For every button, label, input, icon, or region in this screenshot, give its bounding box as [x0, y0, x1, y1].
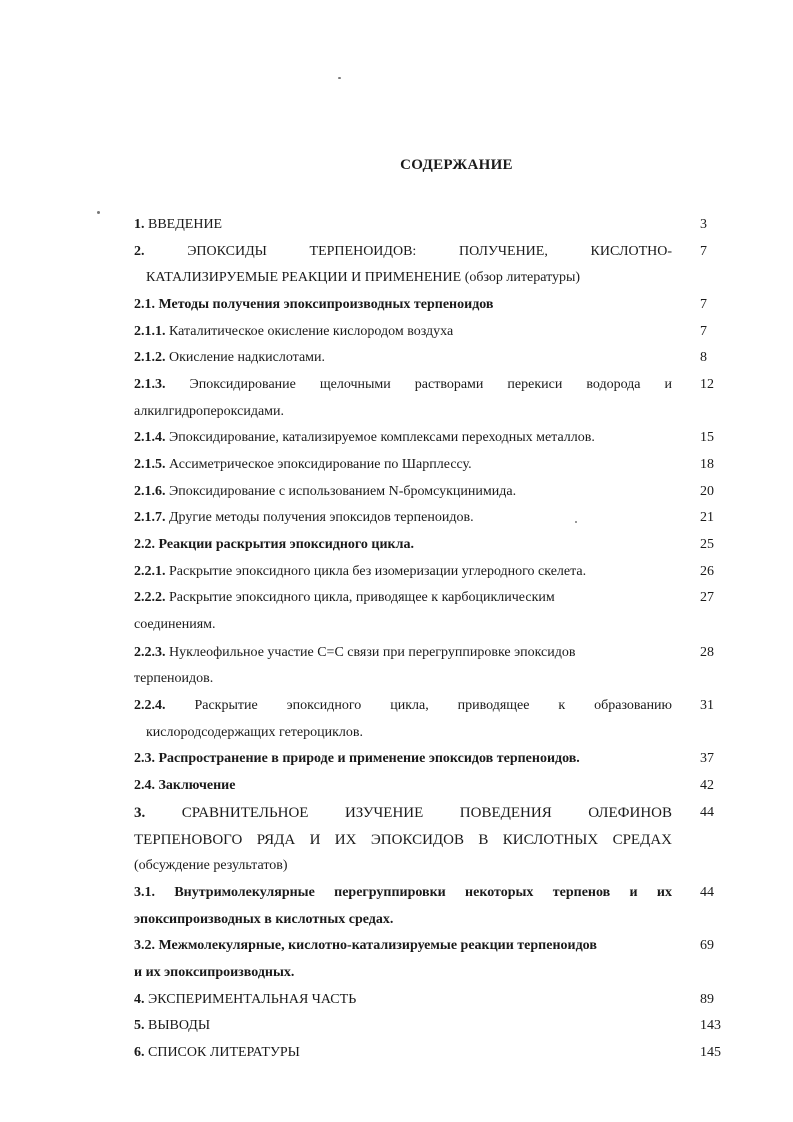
toc-page-number: 42: [700, 778, 714, 793]
toc-entry-2-1[interactable]: 2.1. Методы получения эпоксипроизводных терпеноидов: [134, 297, 494, 312]
toc-entry-3-continuation: ТЕРПЕНОВОГО РЯДА И ИХ ЭПОКСИДОВ В КИСЛОТНЫХ СРЕДАХ: [134, 832, 672, 848]
toc-page-number: 26: [700, 564, 714, 579]
toc-entry-1[interactable]: 1. ВВЕДЕНИЕ: [134, 217, 223, 232]
toc-entry-2[interactable]: 2. ЭПОКСИДЫ ТЕРПЕНОИДОВ: ПОЛУЧЕНИЕ, КИСЛОТНО-: [134, 244, 672, 259]
toc-entry-2-1-2[interactable]: 2.1.2. Окисление надкислотами.: [134, 350, 326, 365]
toc-entry-3-2[interactable]: 3.2. Межмолекулярные, кислотно-катализируемые реакции терпеноидов: [134, 938, 597, 953]
toc-page-number: 21: [700, 510, 714, 525]
toc-entry-2-continuation: КАТАЛИЗИРУЕМЫЕ РЕАКЦИИ И ПРИМЕНЕНИЕ (обзор литературы): [146, 270, 581, 285]
toc-entry-2-2-3-continuation: терпеноидов.: [134, 671, 214, 686]
toc-entry-2-2-1[interactable]: 2.2.1. Раскрытие эпоксидного цикла без изомеризации углеродного скелета.: [134, 564, 587, 579]
toc-entry-2-1-1[interactable]: 2.1.1. Каталитическое окисление кислородом воздуха: [134, 324, 454, 339]
toc-page-number: 3: [700, 217, 707, 232]
toc-entry-3-2-continuation: и их эпоксипроизводных.: [134, 965, 295, 980]
toc-entry-4[interactable]: 4. ЭКСПЕРИМЕНТАЛЬНАЯ ЧАСТЬ: [134, 992, 357, 1007]
toc-page-number: 12: [700, 377, 714, 392]
toc-entry-3[interactable]: 3. СРАВНИТЕЛЬНОЕ ИЗУЧЕНИЕ ПОВЕДЕНИЯ ОЛЕФИНОВ: [134, 805, 672, 821]
toc-entry-2-2-4-continuation: кислородсодержащих гетероциклов.: [146, 725, 364, 740]
toc-page-number: 7: [700, 297, 707, 312]
toc-entry-2-1-6[interactable]: 2.1.6. Эпоксидирование с использованием N-бромсукцинимида.: [134, 484, 517, 499]
toc-page-number: 20: [700, 484, 714, 499]
toc-page-number: 7: [700, 324, 707, 339]
toc-page-number: 69: [700, 938, 714, 953]
toc-page-number: 28: [700, 645, 714, 660]
toc-page-number: 18: [700, 457, 714, 472]
toc-entry-2-1-7[interactable]: 2.1.7. Другие методы получения эпоксидов терпеноидов.: [134, 510, 474, 525]
toc-entry-3-continuation: (обсуждение результатов): [134, 858, 288, 873]
toc-page-number: 145: [700, 1045, 721, 1060]
toc-page-number: 27: [700, 590, 714, 605]
toc-entry-2-2-2-continuation: соединениям.: [134, 617, 216, 632]
toc-entry-2-1-3-continuation: алкилгидропероксидами.: [134, 404, 285, 419]
toc-entry-2-2-3[interactable]: 2.2.3. Нуклеофильное участие С=С связи при перегруппировке эпоксидов: [134, 645, 576, 660]
toc-entry-2-2[interactable]: 2.2. Реакции раскрытия эпоксидного цикла.: [134, 537, 414, 552]
toc-entry-6[interactable]: 6. СПИСОК ЛИТЕРАТУРЫ: [134, 1045, 300, 1060]
toc-page-number: 37: [700, 751, 714, 766]
toc-page-number: 31: [700, 698, 714, 713]
toc-page-number: 7: [700, 244, 707, 259]
toc-page-number: 44: [700, 805, 714, 820]
toc-entry-2-1-3[interactable]: 2.1.3. Эпоксидирование щелочными растворами перекиси водорода и: [134, 377, 673, 392]
toc-entry-3-1[interactable]: 3.1. Внутримолекулярные перегруппировки некоторых терпенов и их: [134, 885, 672, 900]
toc-entry-2-1-4[interactable]: 2.1.4. Эпоксидирование, катализируемое комплексами переходных металлов.: [134, 430, 595, 445]
toc-page-number: 25: [700, 537, 714, 552]
toc-entry-3-1-continuation: эпоксипроизводных в кислотных средах.: [134, 912, 394, 927]
toc-entry-2-3[interactable]: 2.3. Распространение в природе и применение эпоксидов терпеноидов.: [134, 751, 580, 766]
toc-entry-2-2-4[interactable]: 2.2.4. Раскрытие эпоксидного цикла, приводящее к образованию: [134, 698, 673, 713]
toc-page-number: 15: [700, 430, 714, 445]
scan-speck: [97, 211, 100, 214]
toc-page-number: 89: [700, 992, 714, 1007]
toc-entry-2-1-5[interactable]: 2.1.5. Ассиметрическое эпоксидирование по Шарплессу.: [134, 457, 472, 472]
toc-page-number: 44: [700, 885, 714, 900]
toc-page-number: 8: [700, 350, 707, 365]
page-title: СОДЕРЖАНИЕ: [400, 157, 513, 173]
toc-entry-2-2-2[interactable]: 2.2.2. Раскрытие эпоксидного цикла, приводящее к карбоциклическим: [134, 590, 555, 605]
toc-entry-5[interactable]: 5. ВЫВОДЫ: [134, 1018, 211, 1033]
scan-speck: [338, 77, 341, 79]
toc-page-number: 143: [700, 1018, 721, 1033]
toc-entry-2-4[interactable]: 2.4. Заключение: [134, 778, 236, 793]
